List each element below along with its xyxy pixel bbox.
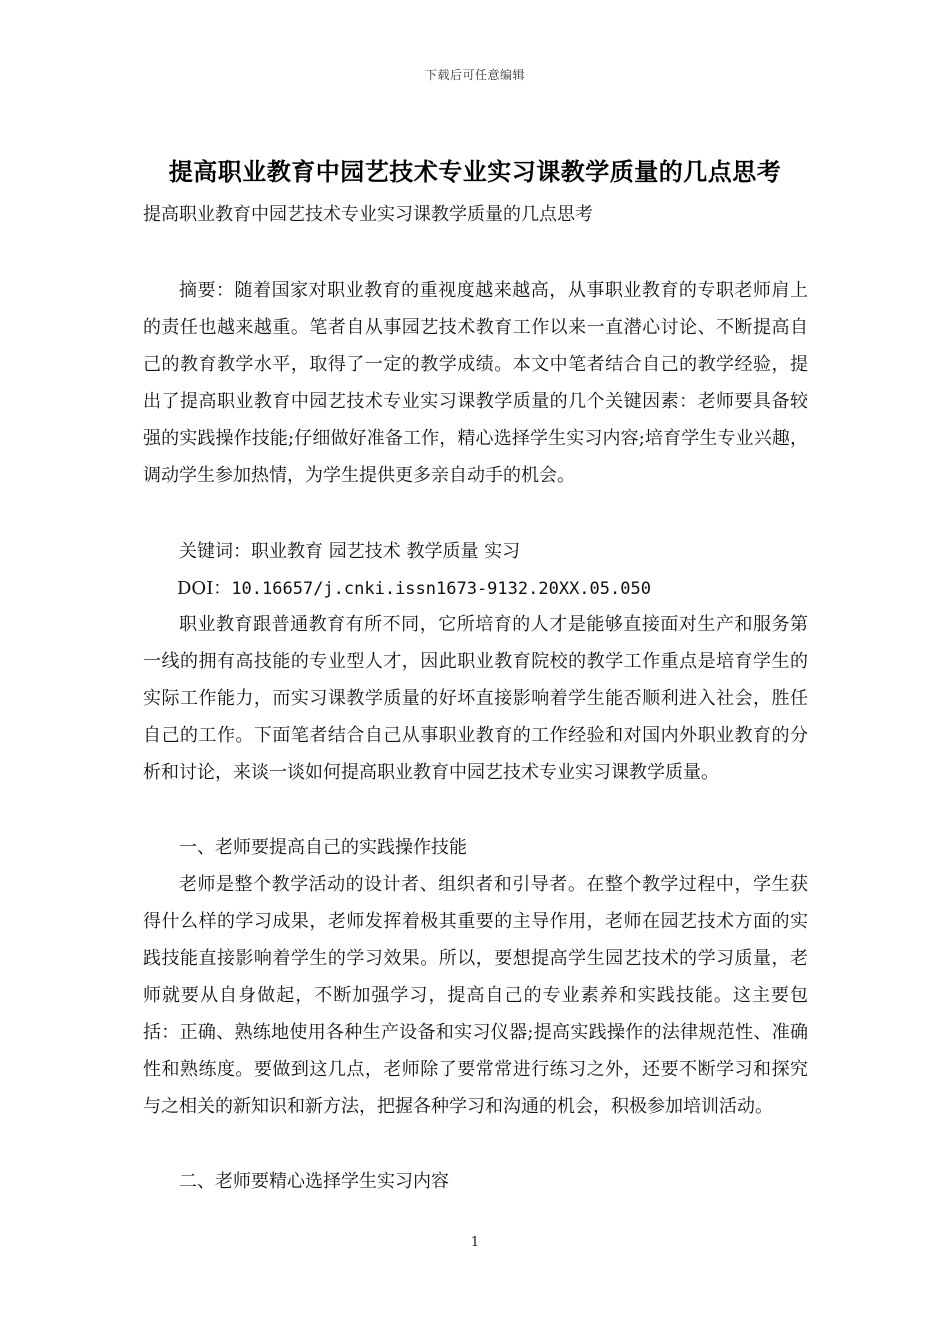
keywords-line: 关键词：职业教育 园艺技术 教学质量 实习 bbox=[179, 541, 521, 562]
section-heading-2: 二、老师要精心选择学生实习内容 bbox=[179, 1171, 449, 1192]
doi-value: 10.16657/j.cnki.issn1673-9132.20XX.05.050 bbox=[231, 579, 651, 599]
doi-line bbox=[143, 570, 808, 608]
body-paragraph-intro: 职业教育跟普通教育有所不同，它所培育的人才是能够直接面对生产和服务第一线的拥有高技能的专业型人才，因此职业教育院校的教学工作重点是培育学生的实际工作能力，而实习课教学质量的好坏直接影响着学生能否顺利进入社会，胜任自己的工作。下面笔者结合自己从事职业教育的工作经验和对国内外职业教育的分析和讨论，来谈一谈如何提高职业教育中园艺技术专业实习课教学质量。 bbox=[143, 614, 808, 783]
body-paragraph-section-1: 老师是整个教学活动的设计者、组织者和引导者。在整个教学过程中，学生获得什么样的学习成果，老师发挥着极其重要的主导作用，老师在园艺技术方面的实践技能直接影响着学生的学习效果。所以，要想提高学生园艺技术的学习质量，老师就要从自身做起，不断加强学习，提高自己的专业素养和实践技能。这主要包括：正确、熟练地使用各种生产设备和实习仪器;提高实践操作的法律规范性、准确性和熟练度。要做到这几点，老师除了要常常进行练习之外，还要不断学习和探究与之相关的新知识和新方法，把握各种学习和沟通的机会，积极参加培训活动。 bbox=[143, 874, 808, 1117]
page-number: 1 bbox=[470, 1235, 480, 1250]
doi-label: DOI： bbox=[177, 578, 232, 599]
section-heading-1: 一、老师要提高自己的实践操作技能 bbox=[179, 837, 467, 858]
abstract-paragraph: 摘要：随着国家对职业教育的重视度越来越高，从事职业教育的专职老师肩上的责任也越来越重。笔者自从事园艺技术教育工作以来一直潜心讨论、不断提高自己的教育教学水平，取得了一定的教学成绩。本文中笔者结合自己的教学经验，提出了提高职业教育中园艺技术专业实习课教学质量的几个关键因素：老师要具备较强的实践操作技能;仔细做好准备工作，精心选择学生实习内容;培育学生专业兴趣，调动学生参加热情，为学生提供更多亲自动手的机会。 bbox=[143, 280, 808, 486]
header-note: 下载后可任意编辑 bbox=[424, 68, 525, 82]
document-title: 提高职业教育中园艺技术专业实习课教学质量的几点思考 bbox=[168, 157, 782, 186]
document-subtitle: 提高职业教育中园艺技术专业实习课教学质量的几点思考 bbox=[143, 204, 593, 225]
